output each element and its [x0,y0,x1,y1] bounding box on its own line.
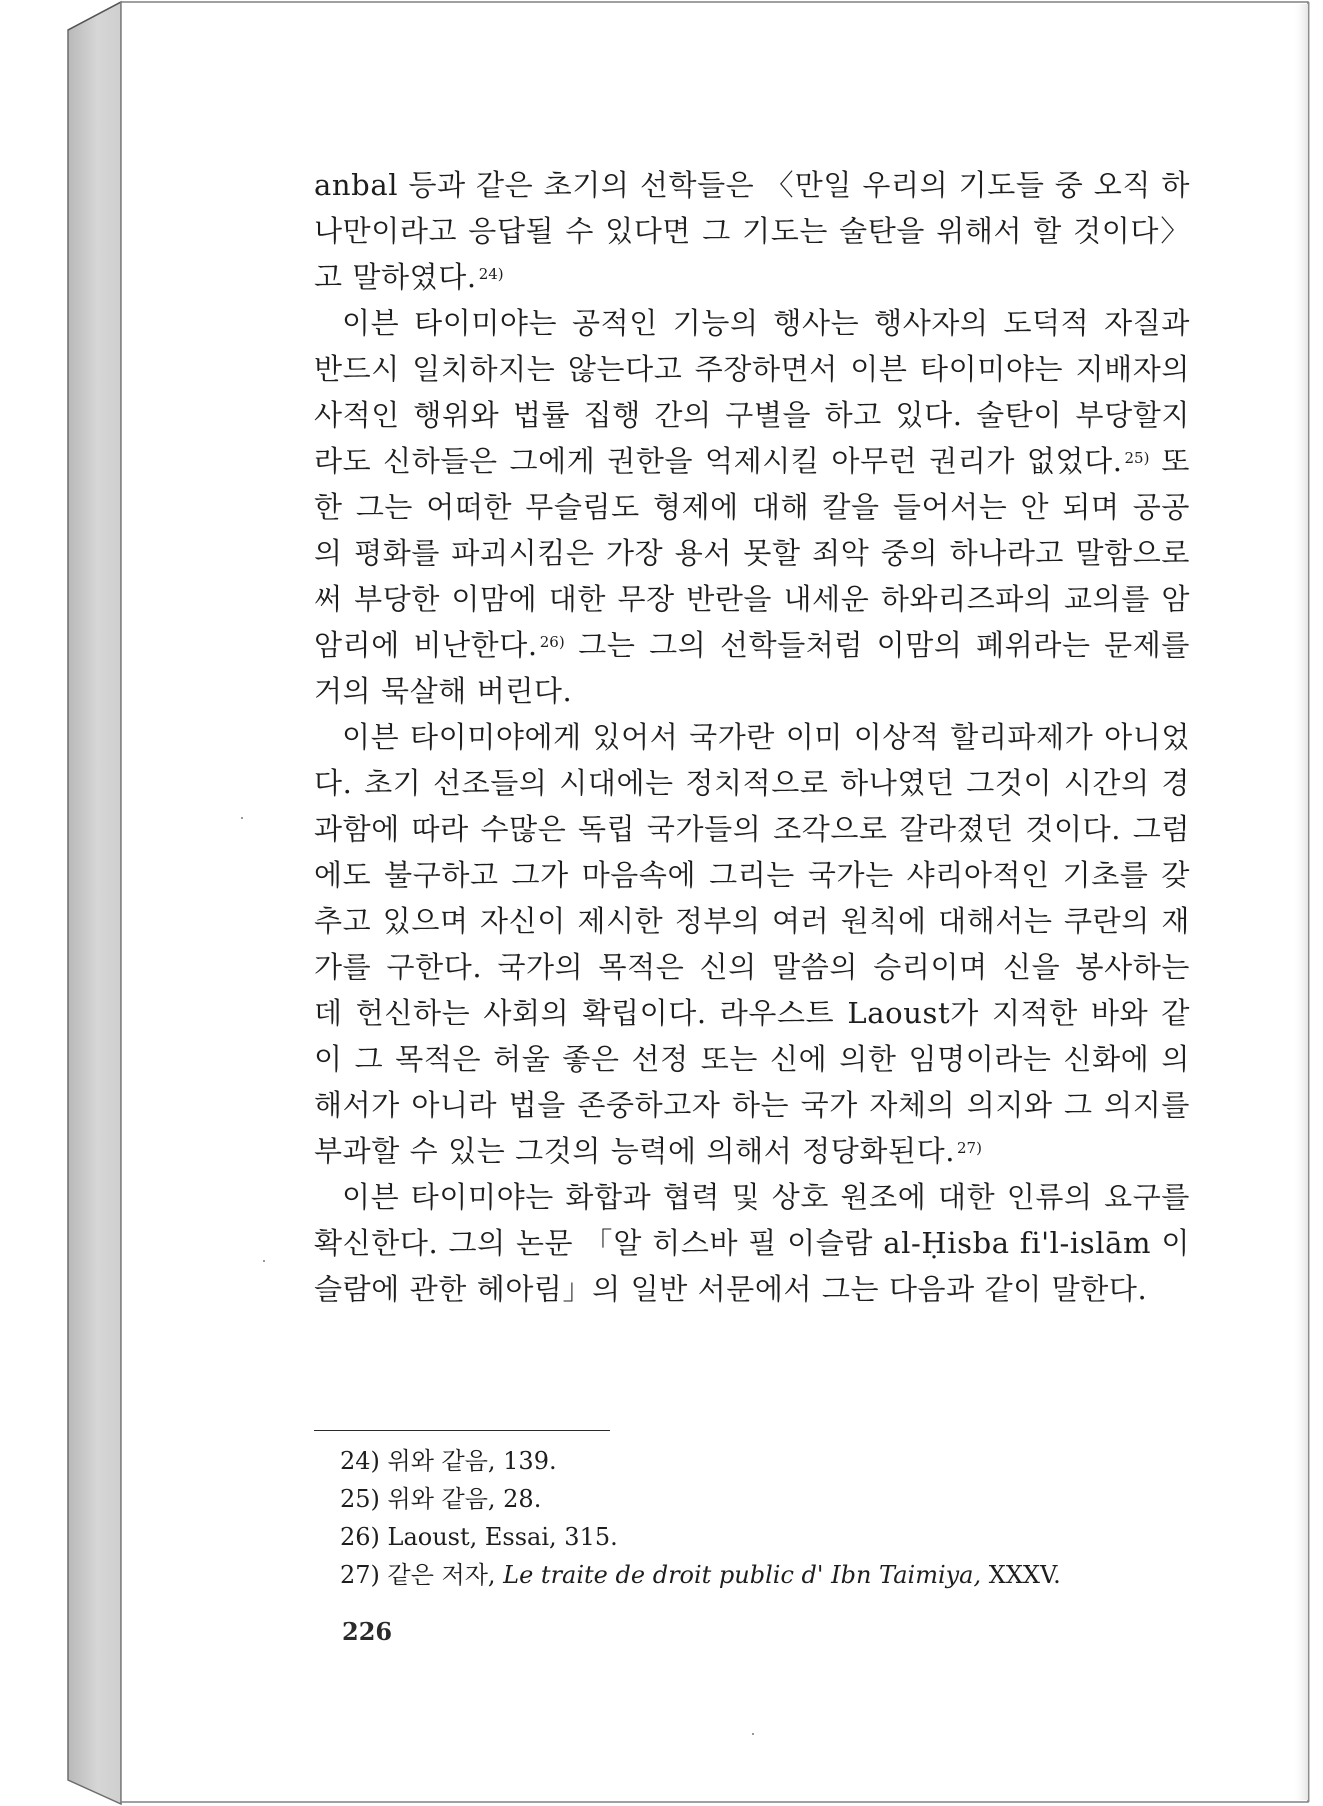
body-text [314,162,1190,1312]
text-segment: 반드시 일치하지는 않는다고 주장하면서 이븐 타이미야는 지배자의 [314,352,1190,386]
text-line [314,576,1190,622]
text-segment: 거의 묵살해 버린다. [314,674,573,708]
text-segment: 추고 있으며 자신이 제시한 정부의 여러 원칙에 대해서는 쿠란의 재 [314,904,1190,938]
text-segment: 25) 위와 같음, 28. [340,1485,542,1513]
text-line [314,254,1190,300]
text-segment: 써 부당한 이맘에 대한 무장 반란을 내세운 하와리즈파의 교의를 암 [314,582,1190,616]
text-line [314,1128,1190,1174]
text-segment: 슬람에 관한 헤아림」의 일반 서문에서 그는 다음과 같이 말한다. [314,1272,1148,1306]
footnote-ref: 26) [539,633,565,651]
text-line [314,484,1190,530]
text-segment: 에도 불구하고 그가 마음속에 그리는 국가는 샤리아적인 기초를 갖 [314,858,1190,892]
text-line [314,806,1190,852]
text-segment: 라도 신하들은 그에게 권한을 억제시킬 아무런 권리가 없었다. [314,444,1123,478]
footnotes [340,1442,1180,1594]
paragraph [314,714,1190,1174]
text-line [314,438,1190,484]
text-segment: 해서가 아니라 법을 존중하고자 하는 국가 자체의 의지와 그 의지를 [314,1088,1190,1122]
text-segment: 다. 초기 선조들의 시대에는 정치적으로 하나였던 그것이 시간의 경 [314,766,1190,800]
text-segment: 한 그는 어떠한 무슬림도 형제에 대해 칼을 들어서는 안 되며 공공 [314,490,1190,524]
text-line [314,392,1190,438]
footnote-rule [314,1430,610,1431]
text-segment: 부과할 수 있는 그것의 능력에 의해서 정당화된다. [314,1134,956,1168]
text-segment: 이븐 타이미야에게 있어서 국가란 이미 이상적 할리파제가 아니었 [342,720,1190,754]
text-segment: 이 그 목적은 허울 좋은 선정 또는 신에 의한 임명이라는 신화에 의 [314,1042,1190,1076]
scan-speck [241,817,243,819]
scan-speck [263,1260,265,1262]
footnote-item [340,1480,1180,1518]
text-line [314,1174,1190,1220]
text-segment: 고 말하였다. [314,260,477,294]
text-line [314,1082,1190,1128]
footnote-ref: 25) [1124,449,1150,467]
text-line [314,1220,1190,1266]
text-segment: 이븐 타이미야는 공적인 기능의 행사는 행사자의 도덕적 자질과 [342,306,1190,340]
footnote-ref: 24) [478,265,504,283]
text-line [314,898,1190,944]
text-line [314,208,1190,254]
text-line [314,1036,1190,1082]
text-segment: 또 [1149,444,1190,478]
text-segment: 26) Laoust, Essai, 315. [340,1523,618,1551]
text-segment: 과함에 따라 수많은 독립 국가들의 조각으로 갈라졌던 것이다. 그럼 [314,812,1190,846]
text-segment: XXXV. [981,1561,1061,1589]
text-line [314,346,1190,392]
text-line [314,760,1190,806]
text-line [314,300,1190,346]
text-segment: anbal 등과 같은 초기의 선학들은 〈만일 우리의 기도들 중 오직 하 [314,168,1190,202]
text-segment: 그는 그의 선학들처럼 이맘의 폐위라는 문제를 [564,628,1191,662]
footnote-item [340,1556,1180,1594]
text-line [314,990,1190,1036]
text-segment: 나만이라고 응답될 수 있다면 그 기도는 술탄을 위해서 할 것이다〉 [314,214,1190,248]
text-segment: 의 평화를 파괴시킴은 가장 용서 못할 죄악 중의 하나라고 말함으로 [314,536,1190,570]
text-segment: 가를 구한다. 국가의 목적은 신의 말씀의 승리이며 신을 봉사하는 [314,950,1190,984]
text-segment: 확신한다. 그의 논문 「알 히스바 필 이슬람 al-Ḥisba fi'l-islām 이 [314,1226,1190,1260]
text-segment: 암리에 비난한다. [314,628,538,662]
text-line [314,852,1190,898]
paragraph [314,162,1190,300]
text-line [314,530,1190,576]
page-number: 226 [342,1617,393,1646]
scan-speck [752,1733,754,1735]
italic-title: Le traite de droit public d' Ibn Taimiya, [503,1561,982,1589]
text-line [314,1266,1190,1312]
footnote-item [340,1442,1180,1480]
text-line [314,944,1190,990]
paragraph [314,1174,1190,1312]
text-line [314,714,1190,760]
text-segment: 27) 같은 저자, [340,1561,504,1589]
text-line [314,668,1190,714]
text-line [314,162,1190,208]
text-segment: 사적인 행위와 법률 집행 간의 구별을 하고 있다. 술탄이 부당할지 [314,398,1190,432]
footnote-ref: 27) [957,1139,982,1157]
footnote-item [340,1518,1180,1556]
text-line [314,622,1190,668]
text-segment: 24) 위와 같음, 139. [340,1447,557,1475]
text-segment: 데 헌신하는 사회의 확립이다. 라우스트 Laoust가 지적한 바와 같 [314,996,1190,1030]
paragraph [314,300,1190,714]
text-segment: 이븐 타이미야는 화합과 협력 및 상호 원조에 대한 인류의 요구를 [342,1180,1190,1214]
